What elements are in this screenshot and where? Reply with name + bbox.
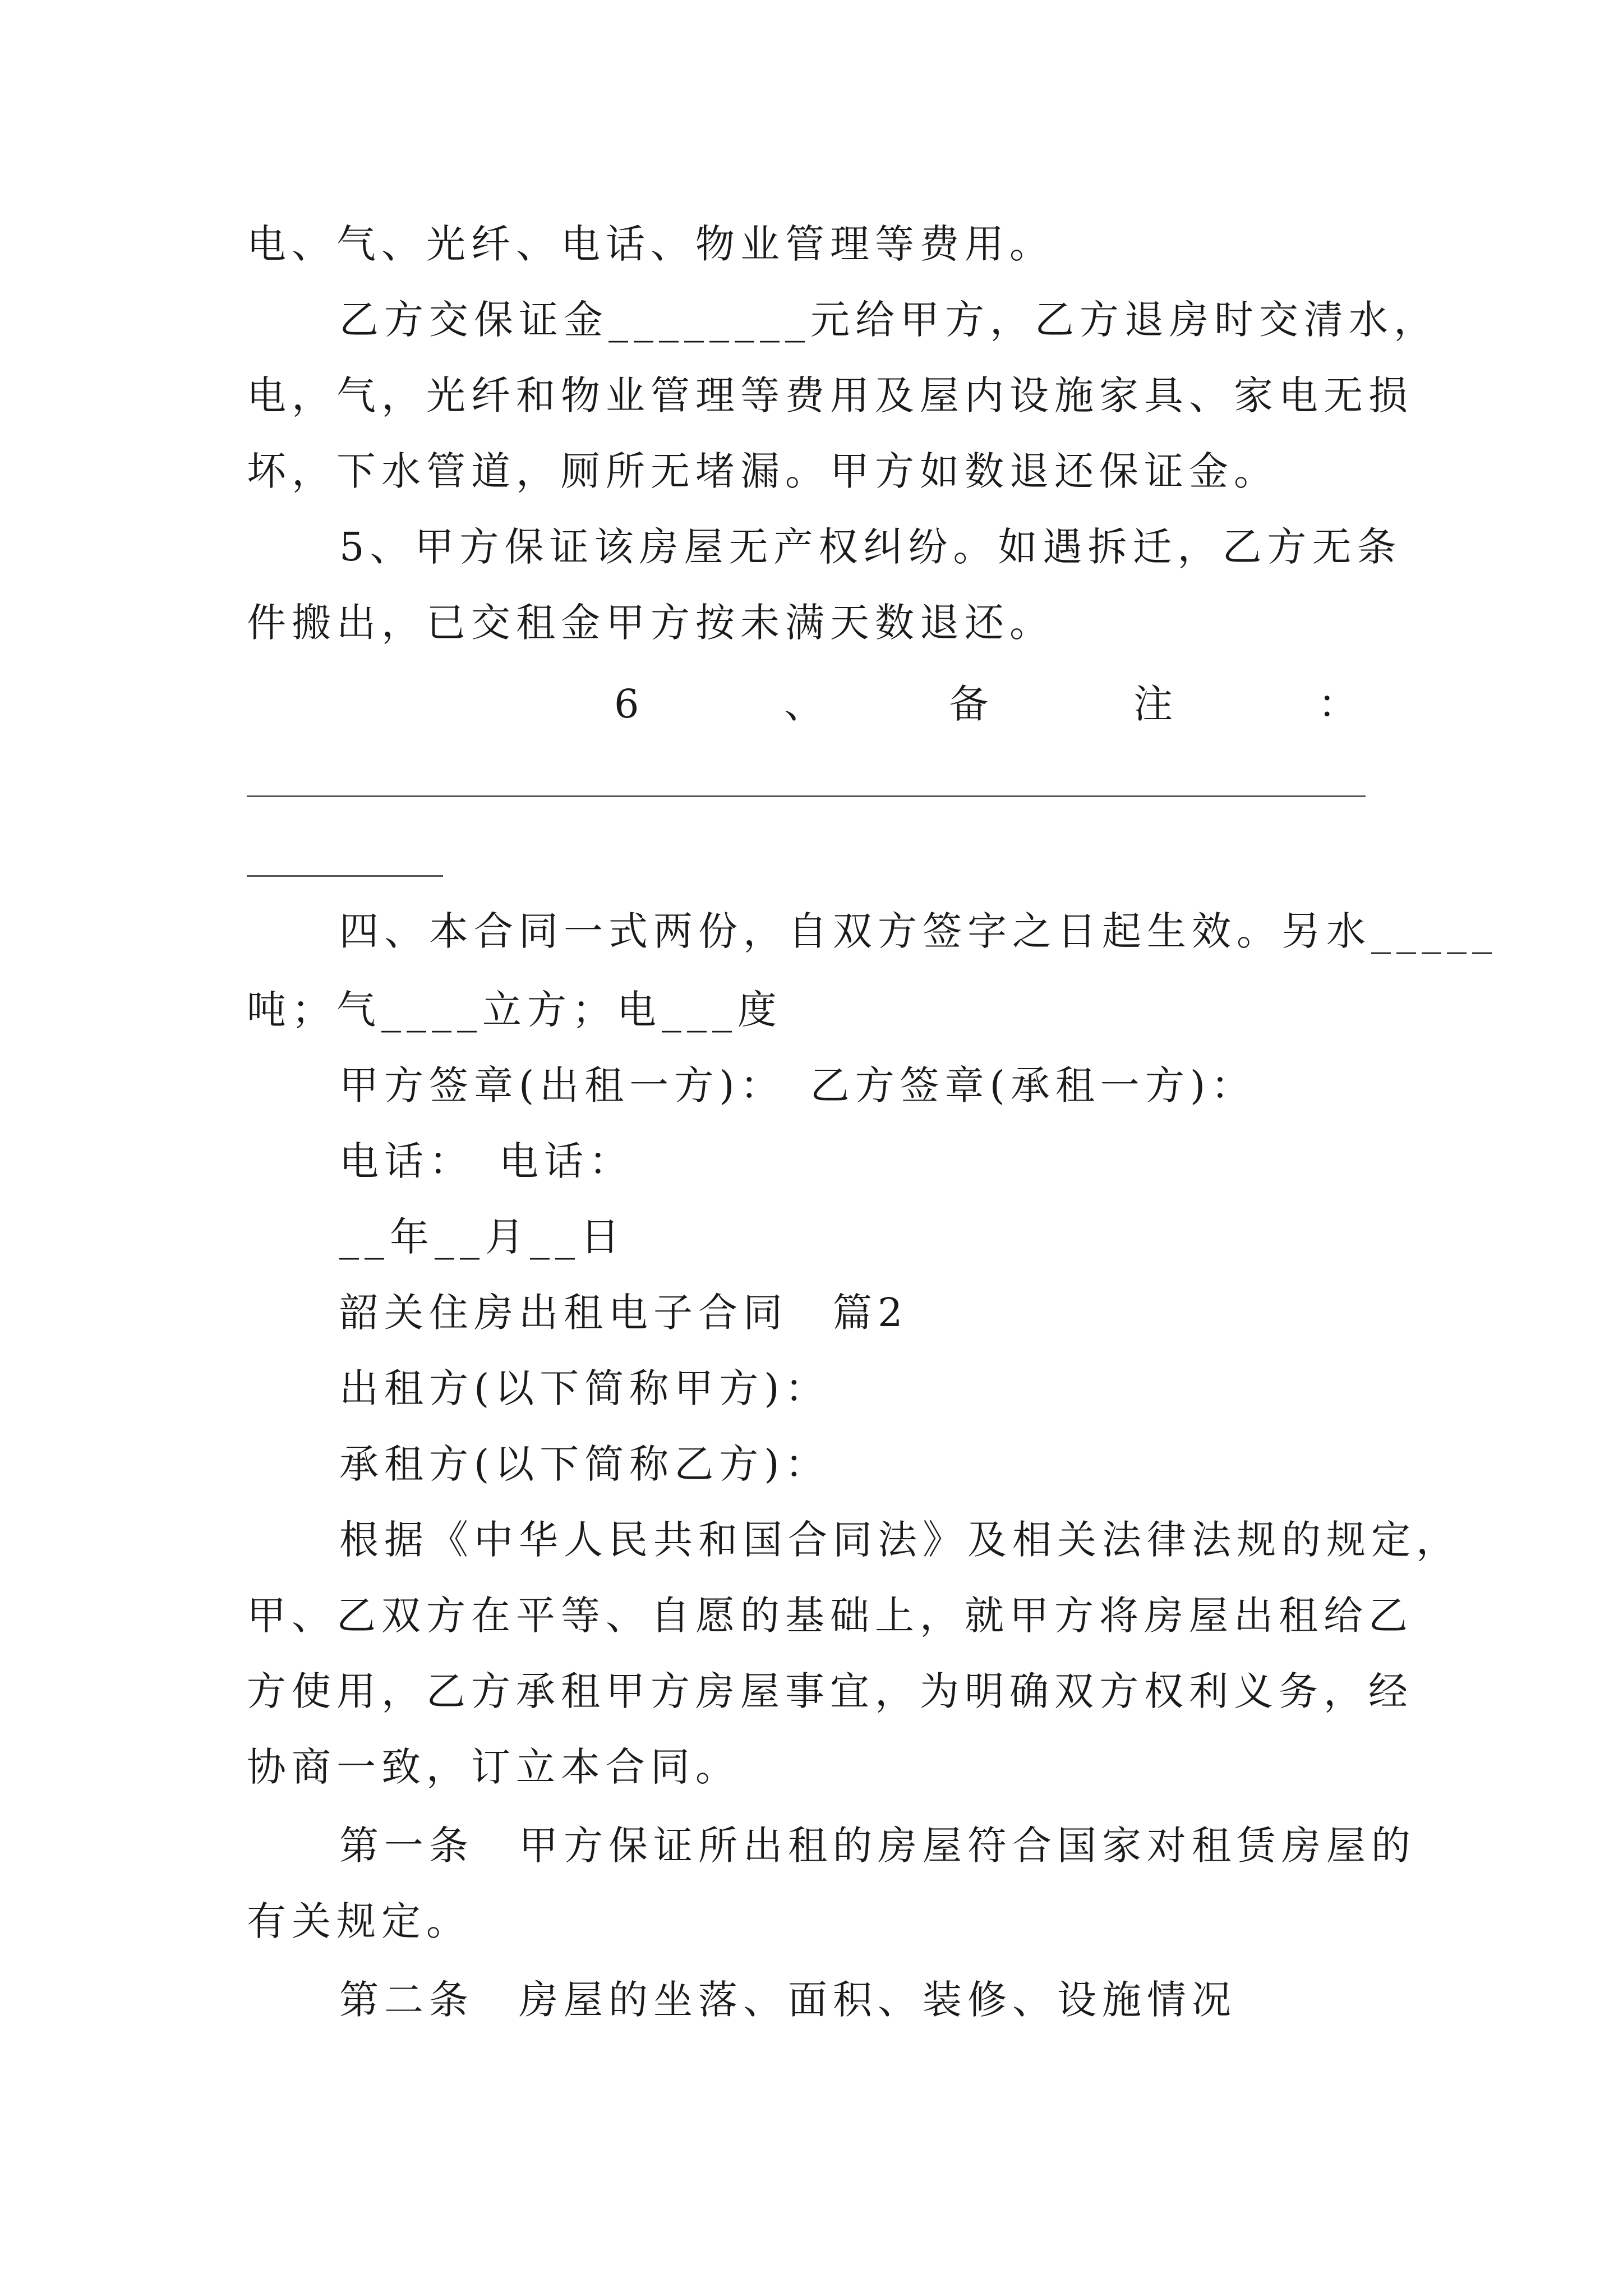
text-line: 方使用，乙方承租甲方房屋事宜，为明确双方权利义务，经 <box>247 1668 1413 1714</box>
text-line: 电、气、光纤、电话、物业管理等费用。 <box>247 221 1054 267</box>
text-line: 5、甲方保证该房屋无产权纠纷。如遇拆迁，乙方无条 <box>339 524 1402 570</box>
phone-line: 电话： 电话： <box>339 1138 634 1184</box>
signature-line: 甲方签章(出租一方)： 乙方签章(承租一方)： <box>339 1062 1256 1108</box>
blank-fill-line <box>247 795 1366 797</box>
text-line: 承租方(以下简称乙方)： <box>339 1441 830 1487</box>
text-line: 有关规定。 <box>247 1898 471 1944</box>
blank-fill-line <box>247 875 443 877</box>
text-line: 吨；气____立方；电___度 <box>247 987 782 1033</box>
text-line: 协商一致，订立本合同。 <box>247 1744 740 1790</box>
clause-line: 第一条 甲方保证所出租的房屋符合国家对租赁房屋的 <box>339 1823 1416 1869</box>
date-line: __年__月__日 <box>339 1214 625 1260</box>
clause-line: 第二条 房屋的坐落、面积、装修、设施情况 <box>339 1977 1237 2023</box>
text-line: 出租方(以下简称甲方)： <box>339 1365 830 1411</box>
text-line: 坏，下水管道，厕所无堵漏。甲方如数退还保证金。 <box>247 448 1279 494</box>
remarks-heading: 6 、 备 注 ： <box>614 681 1363 727</box>
text-line: 件搬出，已交租金甲方按未满天数退还。 <box>247 600 1054 646</box>
section-title: 韶关住房出租电子合同 篇2 <box>339 1290 909 1336</box>
text-line: 电，气，光纤和物业管理等费用及屋内设施家具、家电无损 <box>247 372 1413 418</box>
text-line: 四、本合同一式两份，自双方签字之日起生效。另水_____ <box>339 908 1497 954</box>
text-line: 甲、乙双方在平等、自愿的基础上，就甲方将房屋出租给乙 <box>247 1593 1413 1639</box>
text-line: 根据《中华人民共和国合同法》及相关法律法规的规定， <box>339 1517 1461 1563</box>
text-line: 乙方交保证金________元给甲方，乙方退房时交清水， <box>339 297 1438 343</box>
